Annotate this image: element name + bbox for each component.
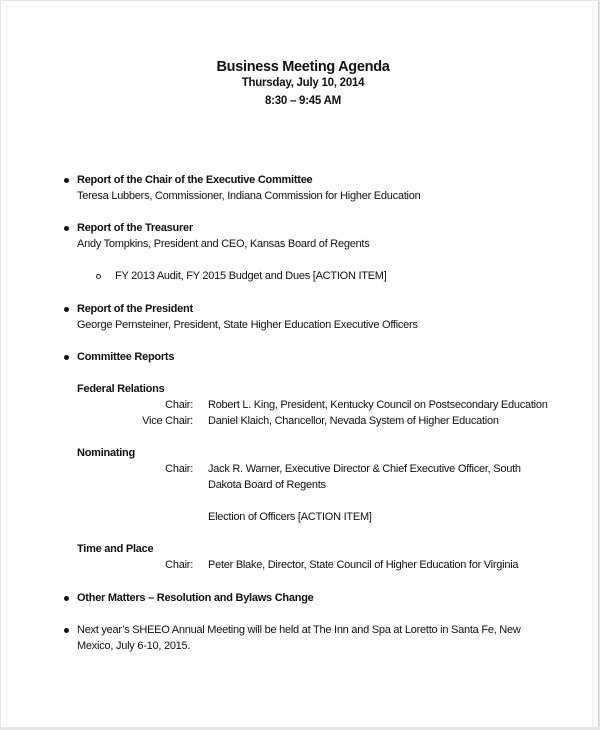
committee-name: Time and Place: [77, 543, 154, 555]
page-edge: [592, 6, 593, 727]
sub-bullet-icon: [96, 274, 101, 279]
document-page: [1, 1, 599, 727]
bullet-icon: [64, 178, 69, 183]
bullet-icon: [64, 355, 69, 360]
bullet-icon: [64, 628, 69, 633]
agenda-item-heading: Other Matters – Resolution and Bylaws Change: [77, 592, 314, 604]
role-holder: Daniel Klaich, Chancellor, Nevada System of Higher Education: [208, 415, 499, 427]
role-label: Vice Chair:: [142, 415, 193, 427]
agenda-item-detail: Andy Tompkins, President and CEO, Kansas Board of Regents: [77, 238, 370, 250]
agenda-item-heading: Report of the President: [77, 303, 193, 315]
meeting-date: Thursday, July 10, 2014: [241, 77, 365, 89]
agenda-item-detail: Teresa Lubbers, Commissioner, Indiana Commission for Higher Education: [77, 190, 421, 202]
committee-note: Election of Officers [ACTION ITEM]: [208, 511, 372, 523]
agenda-item-heading: Committee Reports: [77, 351, 175, 363]
bullet-icon: [64, 226, 69, 231]
meeting-time: 8:30 – 9:45 AM: [265, 95, 341, 107]
page-edge: [6, 6, 598, 7]
committee-name: Federal Relations: [77, 383, 165, 395]
role-holder: Peter Blake, Director, State Council of Higher Education for Virginia: [208, 559, 519, 571]
role-holder: Jack R. Warner, Executive Director & Chief Executive Officer, South: [208, 463, 521, 475]
page-edge: [6, 6, 7, 727]
bullet-icon: [64, 596, 69, 601]
role-label: Chair:: [165, 399, 193, 411]
agenda-item-heading: Report of the Chair of the Executive Committee: [77, 174, 313, 186]
agenda-item-detail-continued: Mexico, July 6-10, 2015.: [77, 640, 191, 652]
agenda-item-detail: George Pernsteiner, President, State Higher Education Executive Officers: [77, 319, 418, 331]
agenda-item-detail: Next year’s SHEEO Annual Meeting will be held at The Inn and Spa at Loretto in Santa Fe, New: [77, 624, 521, 636]
bullet-icon: [64, 307, 69, 312]
agenda-item-heading: Report of the Treasurer: [77, 222, 193, 234]
page-title: Business Meeting Agenda: [216, 59, 390, 75]
agenda-subitem: FY 2013 Audit, FY 2015 Budget and Dues [ACTION ITEM]: [115, 270, 387, 282]
role-label: Chair:: [165, 463, 193, 475]
role-holder-continued: Dakota Board of Regents: [208, 479, 326, 491]
role-label: Chair:: [165, 559, 193, 571]
role-holder: Robert L. King, President, Kentucky Council on Postsecondary Education: [208, 399, 548, 411]
committee-name: Nominating: [77, 447, 135, 459]
